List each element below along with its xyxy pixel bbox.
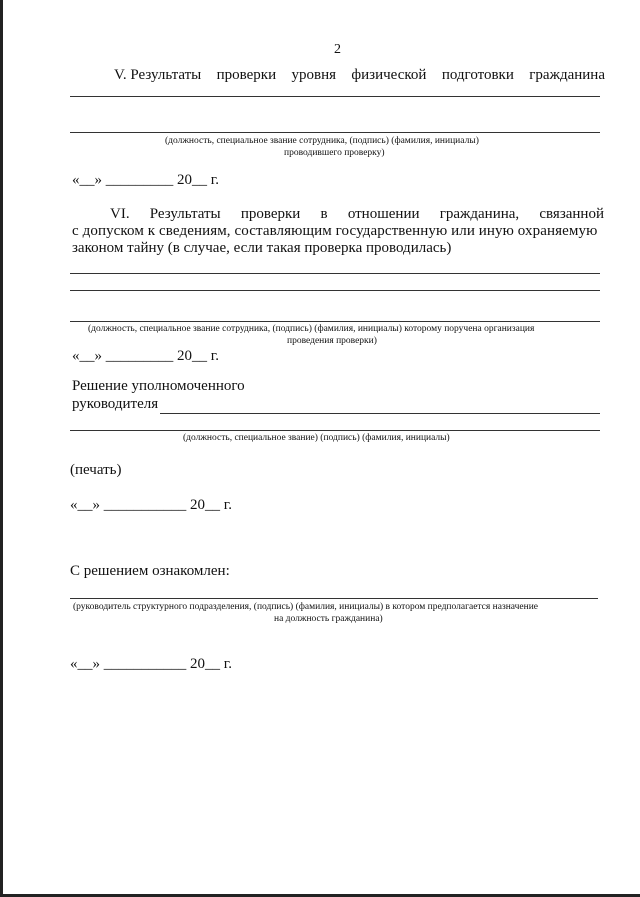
- date-line: «__» ___________ 20__ г.: [70, 656, 232, 672]
- fill-line: [70, 96, 600, 97]
- caption-line: проводившего проверку): [284, 148, 385, 158]
- fill-line: [70, 598, 598, 599]
- acknowledged-label: С решением ознакомлен:: [70, 563, 230, 579]
- section6-heading-row1: [110, 206, 604, 223]
- fill-line: [160, 413, 600, 414]
- heading-word: V. Результаты: [114, 67, 202, 83]
- seal-placeholder: (печать): [70, 462, 122, 478]
- heading-word: Результаты: [149, 206, 221, 222]
- heading-word: связанной: [539, 206, 604, 222]
- heading-word: гражданина,: [439, 206, 520, 222]
- fill-line: [70, 290, 600, 291]
- section5-heading: [114, 67, 605, 84]
- scan-left-edge: [0, 0, 3, 897]
- heading-word: подготовки: [441, 67, 514, 83]
- section6-heading-row2: с допуском к сведениям, составляющим государственную или иную охраняемую: [72, 223, 598, 239]
- heading-word: уровня: [291, 67, 337, 83]
- date-line: «__» _________ 20__ г.: [72, 172, 219, 188]
- heading-word: VI.: [110, 206, 130, 222]
- fill-line: [70, 273, 600, 274]
- caption-line: проведения проверки): [287, 336, 377, 346]
- heading-word: физической: [351, 67, 427, 83]
- fill-line: [70, 321, 600, 322]
- heading-word: гражданина: [529, 67, 605, 83]
- page-number: 2: [334, 42, 341, 57]
- date-line: «__» ___________ 20__ г.: [70, 497, 232, 513]
- section6-heading-row3: законом тайну (в случае, если такая проверка проводилась): [72, 240, 452, 256]
- heading-word: проверки: [240, 206, 301, 222]
- decision-label: руководителя: [72, 396, 159, 412]
- caption-line: (должность, специальное звание сотрудника, (подпись) (фамилия, инициалы) которому поручена организация: [88, 324, 535, 334]
- caption-line: (должность, специальное звание сотрудника, (подпись) (фамилия, инициалы): [165, 136, 479, 146]
- heading-word: в: [320, 206, 328, 222]
- date-line: «__» _________ 20__ г.: [72, 348, 219, 364]
- heading-word: проверки: [216, 67, 277, 83]
- fill-line: [70, 430, 600, 431]
- caption-line: (должность, специальное звание) (подпись) (фамилия, инициалы): [183, 433, 450, 443]
- heading-word: отношении: [347, 206, 420, 222]
- caption-line: на должность гражданина): [274, 614, 383, 624]
- caption-line: (руководитель структурного подразделения, (подпись) (фамилия, инициалы) в котором предполагается назначение: [73, 602, 538, 612]
- fill-line: [70, 132, 600, 133]
- decision-label: Решение уполномоченного: [72, 378, 245, 394]
